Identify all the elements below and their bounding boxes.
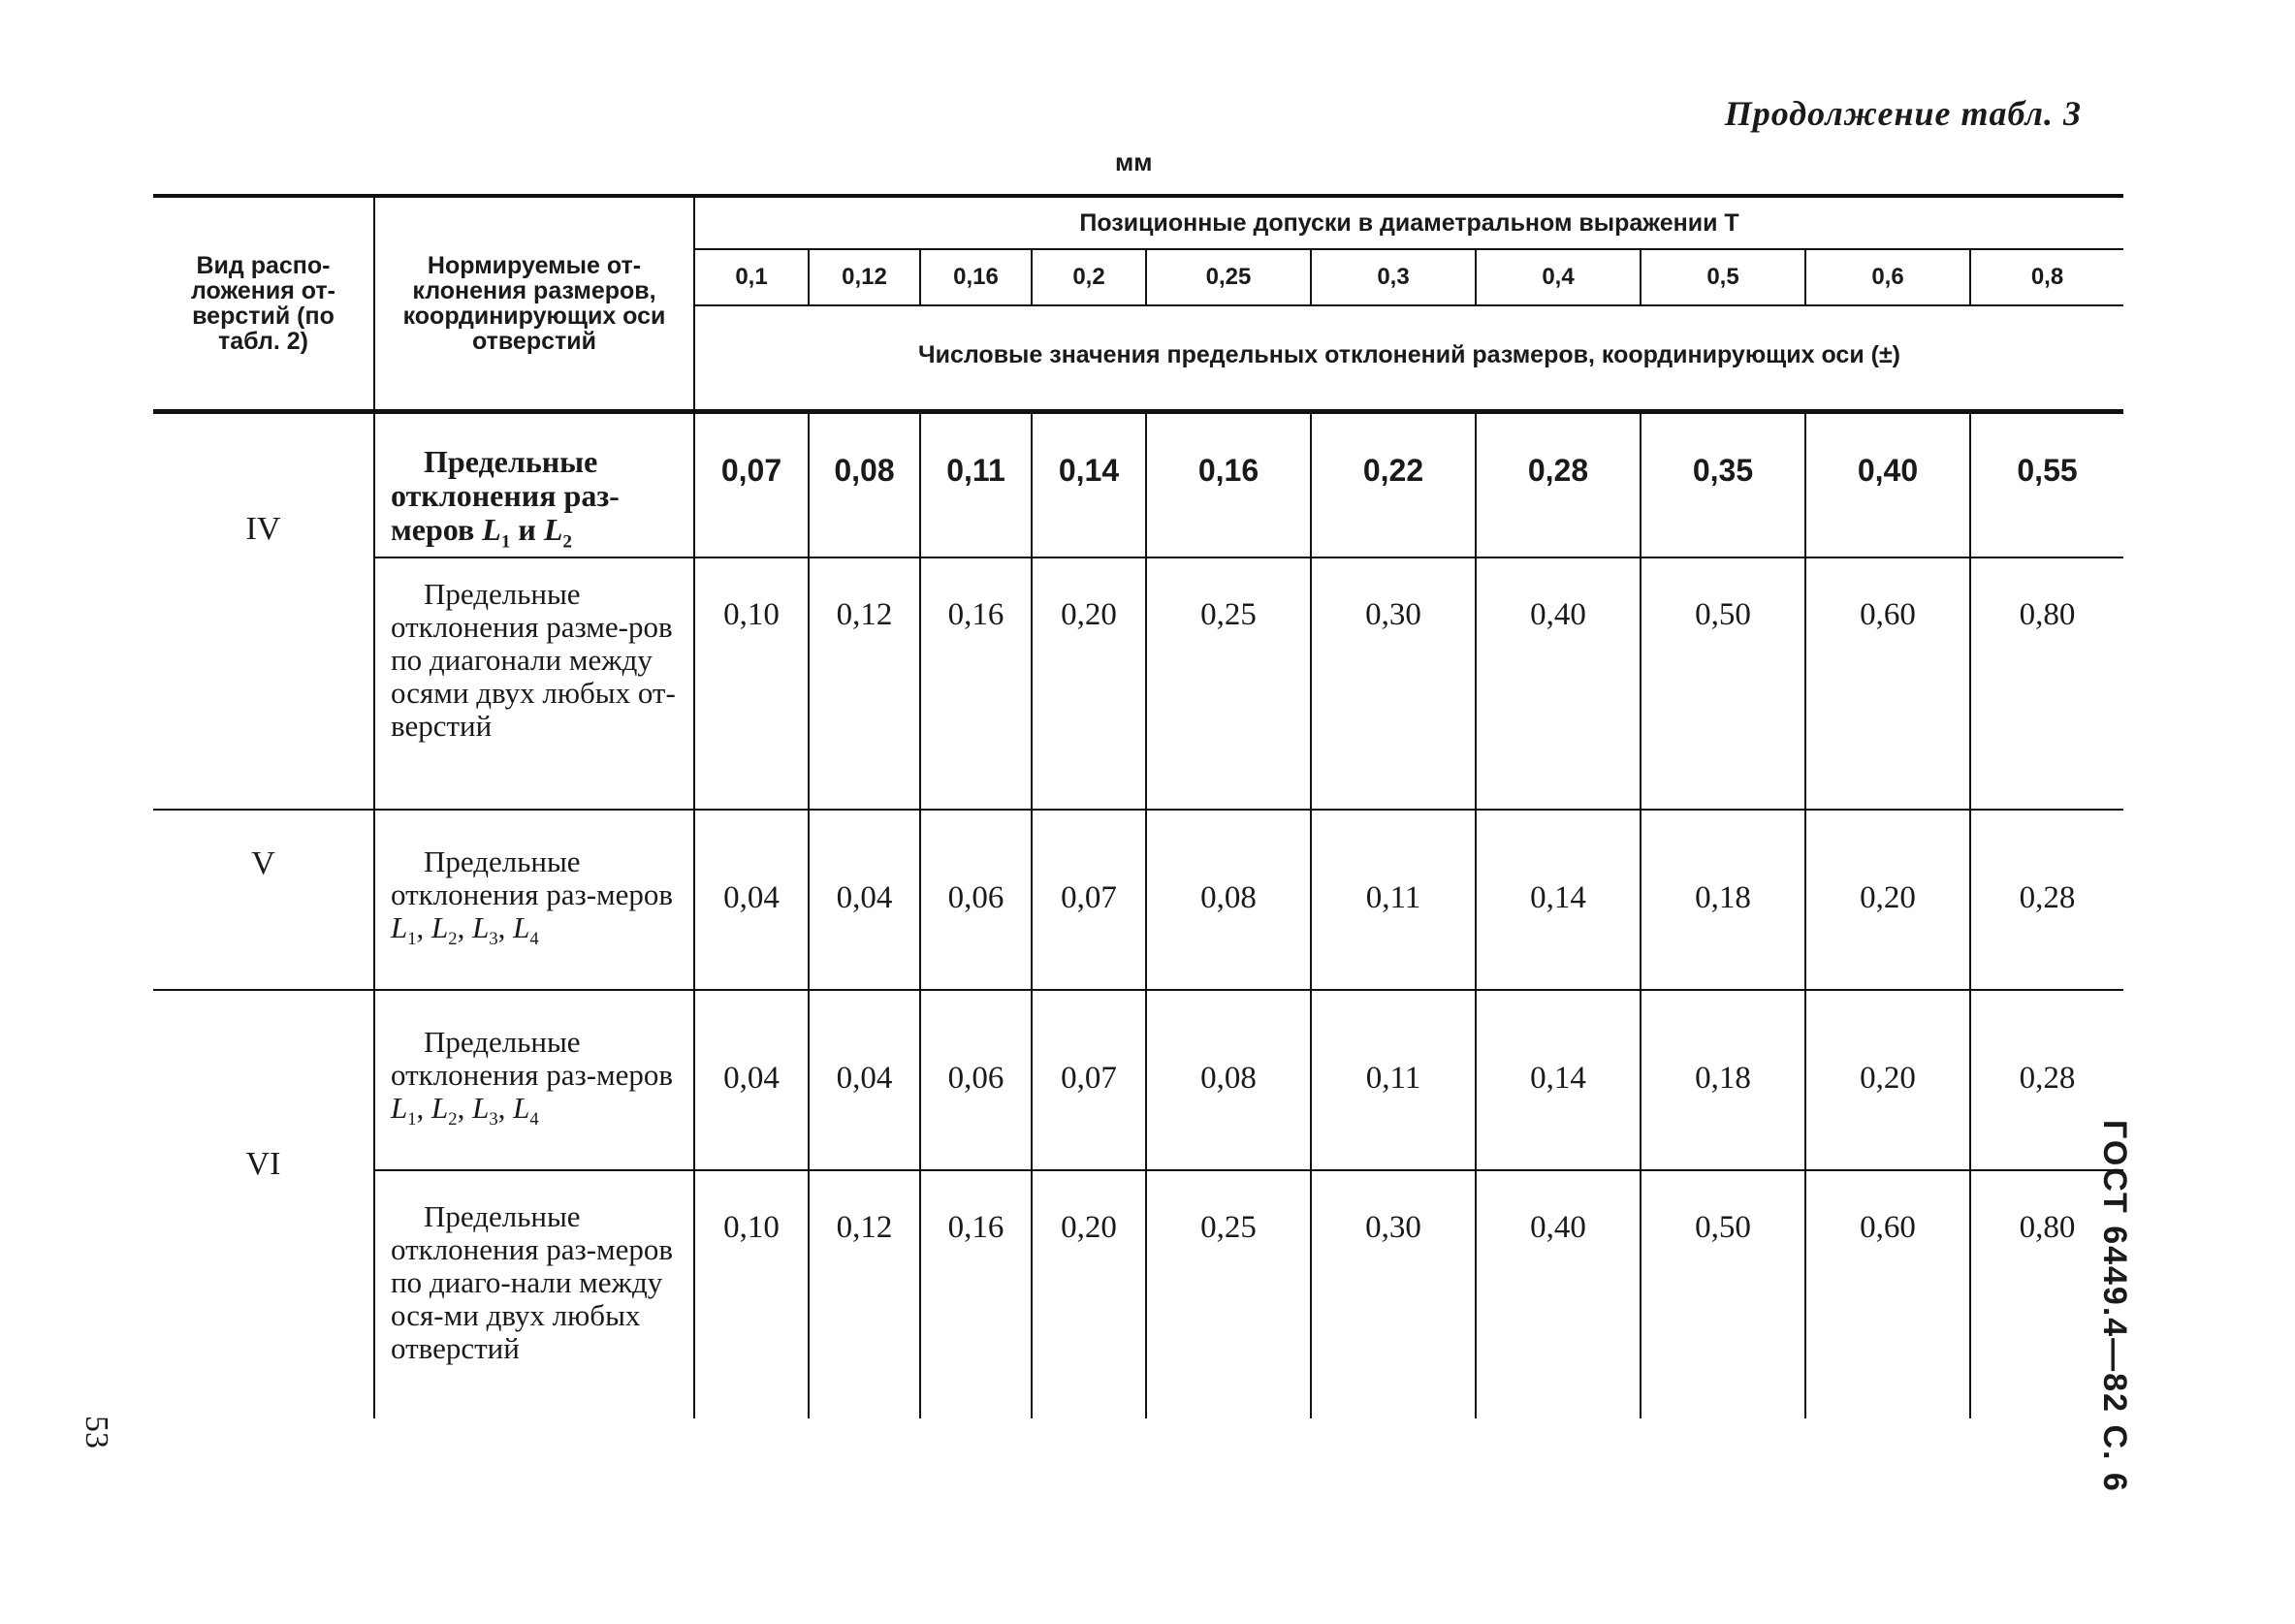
tolerance-header: 0,5	[1641, 249, 1805, 305]
table-cell: 0,60	[1805, 557, 1970, 810]
table-cell: 0,07	[1032, 990, 1146, 1170]
table-cell: 0,40	[1805, 412, 1970, 557]
table-cell: 0,11	[1311, 990, 1476, 1170]
table-cell: 0,50	[1641, 557, 1805, 810]
table-cell: 0,28	[1970, 810, 2123, 990]
standard-code: ГОСТ 6449.4—82 С. 6	[2096, 1120, 2133, 1493]
deviation-description: Предельные отклонения раз-меров $L_1$, $L_2$, $L_3$, $L_4$	[374, 810, 694, 990]
deviation-description: Предельные отклонения раз-меров $L_1$ и $L_2$	[374, 412, 694, 557]
tolerance-header: 0,2	[1032, 249, 1146, 305]
table-cell: 0,30	[1311, 557, 1476, 810]
table-cell: 0,11	[920, 412, 1032, 557]
table-cell: 0,20	[1805, 990, 1970, 1170]
table-cell: 0,04	[694, 810, 809, 990]
table-cell: 0,08	[809, 412, 920, 557]
table-cell: 0,10	[694, 557, 809, 810]
table-cell: 0,16	[920, 557, 1032, 810]
table-cell: 0,14	[1032, 412, 1146, 557]
table-caption: Продолжение табл. 3	[1724, 94, 2082, 133]
units-label: мм	[1115, 147, 1153, 176]
arrangement-type-vi: VI	[153, 990, 374, 1418]
table-cell: 0,20	[1805, 810, 1970, 990]
table-cell: 0,04	[809, 810, 920, 990]
table-cell: 0,20	[1032, 557, 1146, 810]
table-cell: 0,28	[1476, 412, 1641, 557]
table-cell: 0,28	[1970, 990, 2123, 1170]
table-cell: 0,35	[1641, 412, 1805, 557]
tolerance-table	[153, 194, 2123, 1418]
deviation-description: Предельные отклонения разме-ров по диагонали между осями двух любых от-верстий	[374, 557, 694, 810]
table-cell: 0,12	[809, 1170, 920, 1418]
tolerance-header: 0,1	[694, 249, 809, 305]
table-cell: 0,80	[1970, 557, 2123, 810]
table-cell: 0,18	[1641, 990, 1805, 1170]
table-cell: 0,07	[694, 412, 809, 557]
tolerance-header: 0,25	[1146, 249, 1311, 305]
tolerance-header: 0,6	[1805, 249, 1970, 305]
table-cell: 0,10	[723, 1209, 780, 1245]
tolerance-header: 0,4	[1476, 249, 1641, 305]
header-positional-tolerances-text: Позиционные допуски в диаметральном выражении T	[1079, 209, 1739, 237]
page-number: 53	[79, 1416, 114, 1449]
table-cell: 0,22	[1311, 412, 1476, 557]
table-cell: 0,20	[1032, 1170, 1146, 1418]
table-cell: 0,30	[1311, 1170, 1476, 1418]
header-normalized-deviations: Нормируемые от-клонения размеров, координирующих оси отверстий	[374, 196, 694, 412]
table-cell: 0,55	[1970, 412, 2123, 557]
arrangement-type-v: V	[153, 810, 374, 990]
table-cell: 0,12	[809, 557, 920, 810]
table-cell: 0,14	[1476, 990, 1641, 1170]
table-cell: 0,08	[1146, 810, 1311, 990]
table-cell: 0,04	[809, 990, 920, 1170]
table-cell: 0,40	[1476, 1170, 1641, 1418]
header-values-note: Числовые значения предельных отклонений размеров, координирующих оси (±)	[694, 305, 2123, 412]
table-cell: 0,04	[694, 990, 809, 1170]
tolerance-header: 0,8	[1970, 249, 2123, 305]
arrangement-type-iv: IV	[153, 412, 374, 810]
tolerance-header: 0,12	[809, 249, 920, 305]
table-cell: 0,40	[1476, 557, 1641, 810]
deviation-description: Предельные отклонения раз-меров по диаго-нали между ося-ми двух любых отверстий	[374, 1170, 694, 1418]
table-cell: 0,11	[1311, 810, 1476, 990]
table-cell: 0,25	[1146, 557, 1311, 810]
deviation-description: Предельные отклонения раз-меров $L_1$, $L_2$, $L_3$, $L_4$	[374, 990, 694, 1170]
table-cell: 0,80	[1970, 1170, 2123, 1418]
table-cell: 0,14	[1476, 810, 1641, 990]
table-cell: 0,25	[1146, 1170, 1311, 1418]
header-positional-tolerances	[694, 196, 2123, 249]
table-cell: 0,16	[920, 1170, 1032, 1418]
tolerance-header: 0,16	[920, 249, 1032, 305]
table-cell: 0,07	[1032, 810, 1146, 990]
table-cell: 0,06	[920, 990, 1032, 1170]
table-cell: 0,16	[1146, 412, 1311, 557]
table-cell: 0,08	[1146, 990, 1311, 1170]
header-arrangement-type: Вид распо-ложения от-верстий (по табл. 2)	[153, 196, 374, 412]
table-cell: 0,18	[1641, 810, 1805, 990]
tolerance-header: 0,3	[1311, 249, 1476, 305]
table-cell: 0,60	[1805, 1170, 1970, 1418]
table-cell: 0,06	[920, 810, 1032, 990]
table-cell: 0,50	[1641, 1170, 1805, 1418]
